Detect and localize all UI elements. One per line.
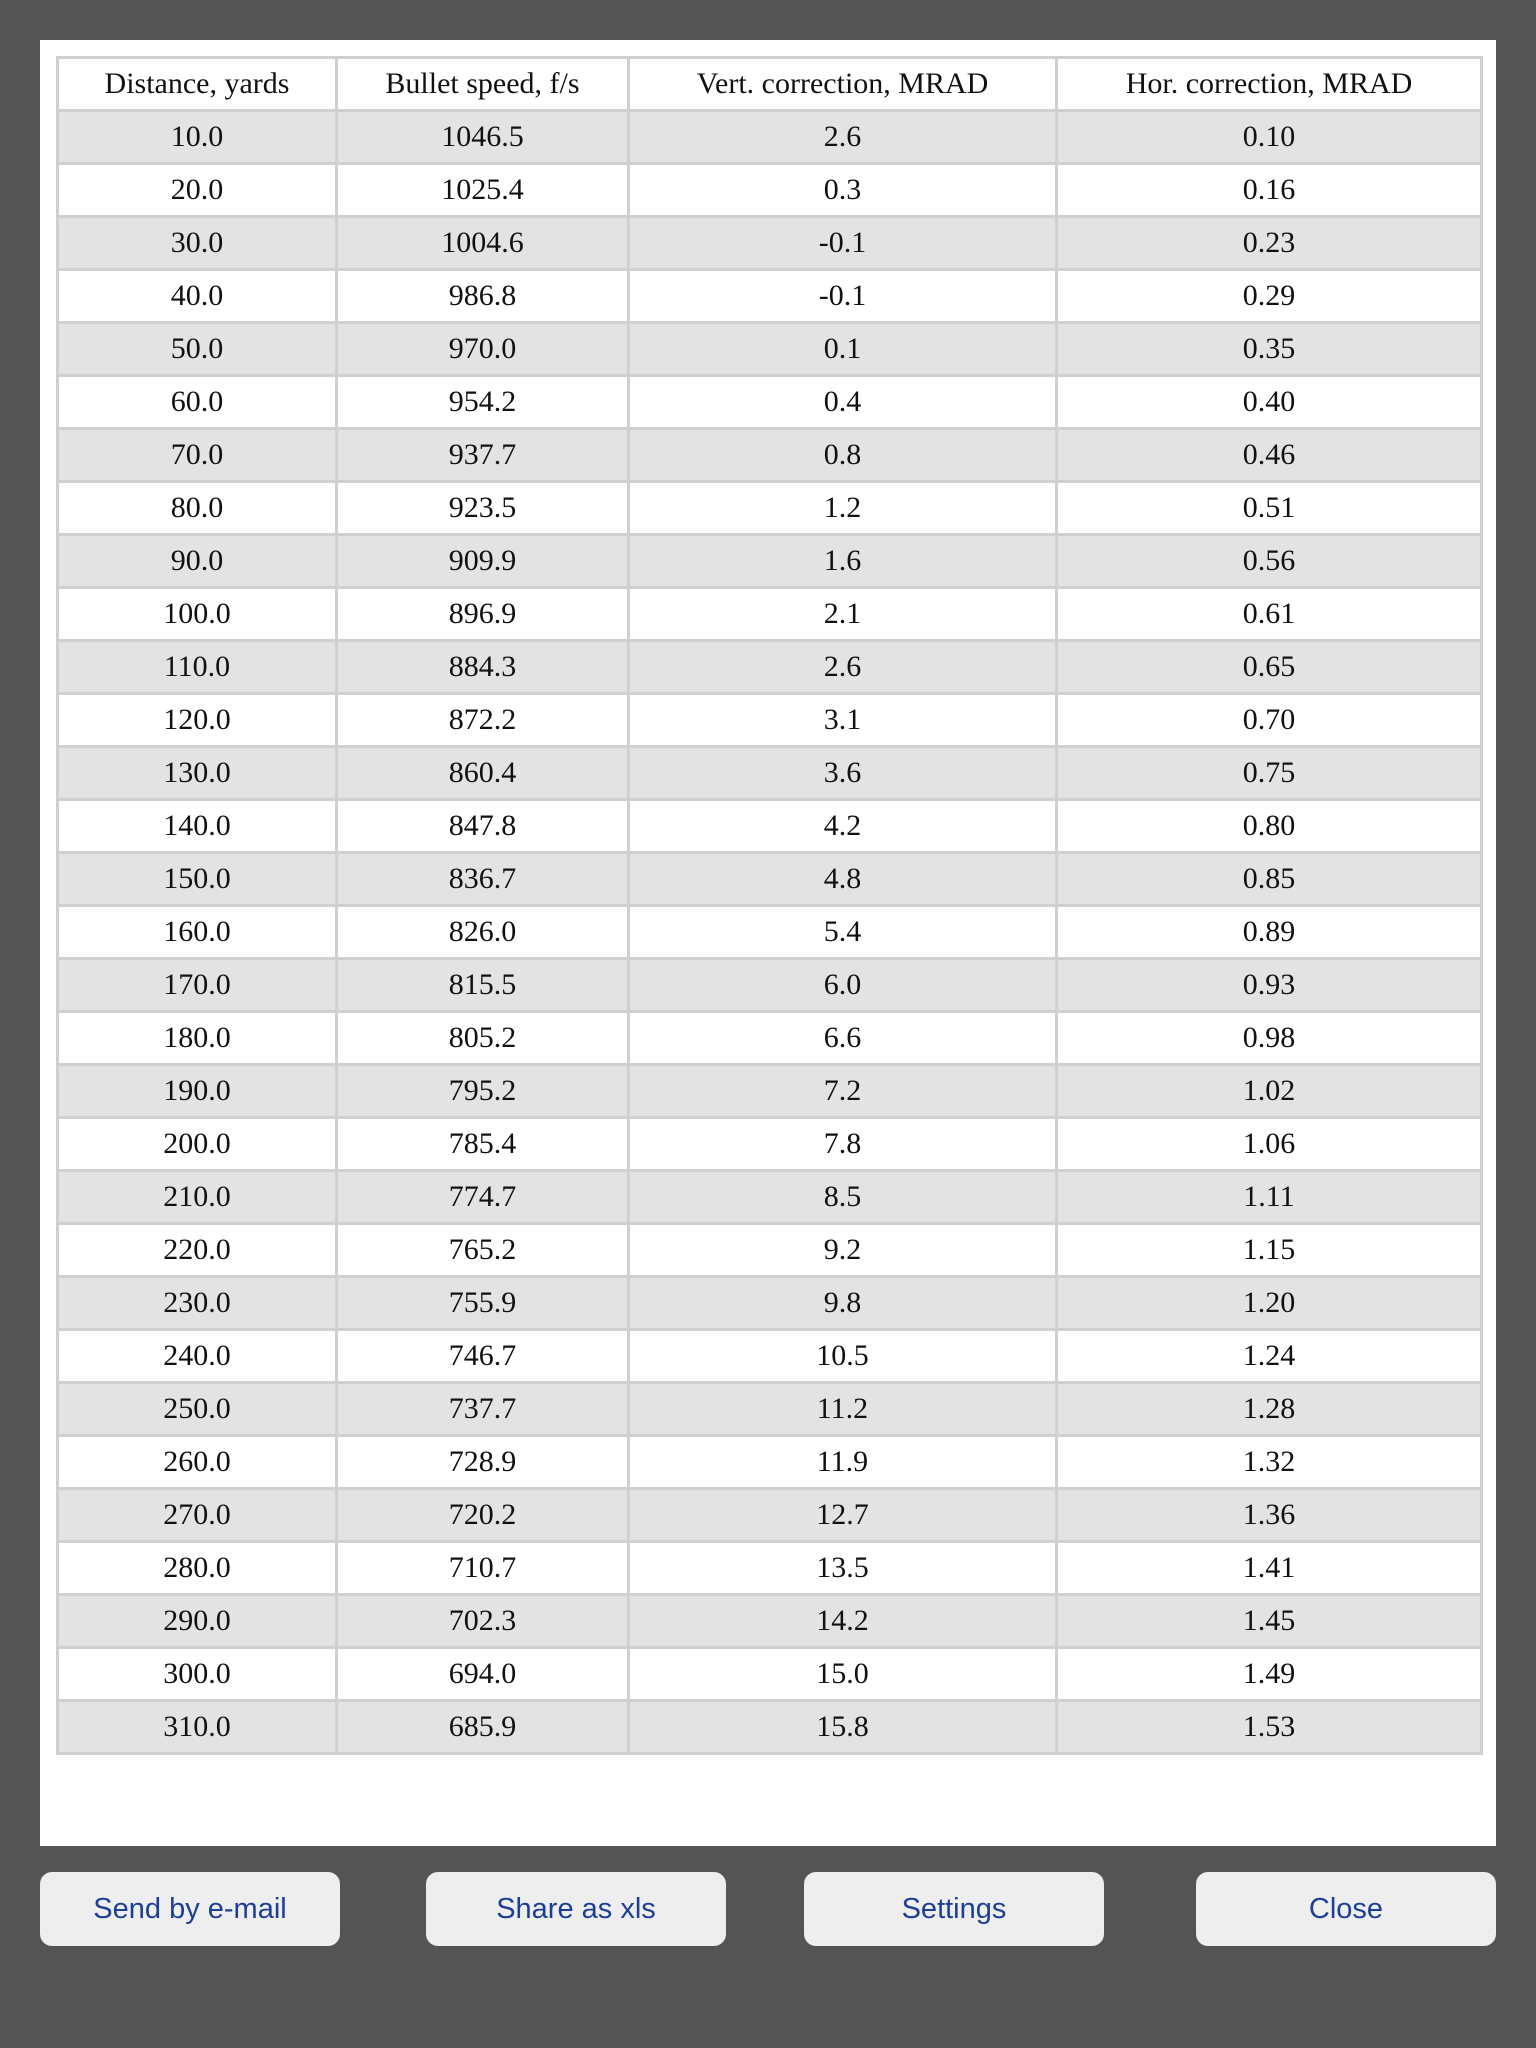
- cell-bullet-speed: 815.5: [337, 959, 629, 1012]
- cell-bullet-speed: 937.7: [337, 429, 629, 482]
- cell-hor-correction: 0.46: [1057, 429, 1482, 482]
- cell-hor-correction: 0.65: [1057, 641, 1482, 694]
- table-row: [58, 1277, 1482, 1330]
- settings-button[interactable]: Settings: [804, 1872, 1104, 1946]
- cell-bullet-speed: 685.9: [337, 1701, 629, 1754]
- table-header-row: [58, 58, 1482, 111]
- cell-bullet-speed: 896.9: [337, 588, 629, 641]
- cell-distance: 100.0: [58, 588, 337, 641]
- cell-hor-correction: 0.16: [1057, 164, 1482, 217]
- table-row: [58, 164, 1482, 217]
- table-row: [58, 323, 1482, 376]
- cell-bullet-speed: 1025.4: [337, 164, 629, 217]
- cell-vert-correction: 7.8: [629, 1118, 1057, 1171]
- table-body: [58, 111, 1482, 1754]
- table-row: [58, 1595, 1482, 1648]
- cell-vert-correction: 14.2: [629, 1595, 1057, 1648]
- cell-bullet-speed: 795.2: [337, 1065, 629, 1118]
- cell-bullet-speed: 954.2: [337, 376, 629, 429]
- cell-vert-correction: 7.2: [629, 1065, 1057, 1118]
- ballistics-table: [56, 56, 1483, 1755]
- cell-distance: 20.0: [58, 164, 337, 217]
- cell-vert-correction: 15.8: [629, 1701, 1057, 1754]
- table-row: [58, 270, 1482, 323]
- cell-bullet-speed: 884.3: [337, 641, 629, 694]
- cell-distance: 50.0: [58, 323, 337, 376]
- cell-distance: 80.0: [58, 482, 337, 535]
- header-distance: Distance, yards: [58, 58, 337, 111]
- cell-hor-correction: 1.41: [1057, 1542, 1482, 1595]
- table-row: [58, 1436, 1482, 1489]
- table-row: [58, 1330, 1482, 1383]
- cell-vert-correction: 1.2: [629, 482, 1057, 535]
- cell-distance: 90.0: [58, 535, 337, 588]
- cell-hor-correction: 0.10: [1057, 111, 1482, 164]
- cell-vert-correction: 0.4: [629, 376, 1057, 429]
- cell-bullet-speed: 737.7: [337, 1383, 629, 1436]
- cell-bullet-speed: 702.3: [337, 1595, 629, 1648]
- table-row: [58, 111, 1482, 164]
- cell-vert-correction: 2.6: [629, 641, 1057, 694]
- table-row: [58, 588, 1482, 641]
- cell-vert-correction: 3.1: [629, 694, 1057, 747]
- cell-distance: 140.0: [58, 800, 337, 853]
- cell-vert-correction: 0.3: [629, 164, 1057, 217]
- cell-vert-correction: 9.8: [629, 1277, 1057, 1330]
- cell-distance: 130.0: [58, 747, 337, 800]
- table-row: [58, 641, 1482, 694]
- cell-vert-correction: 6.0: [629, 959, 1057, 1012]
- cell-hor-correction: 0.80: [1057, 800, 1482, 853]
- cell-vert-correction: -0.1: [629, 270, 1057, 323]
- cell-hor-correction: 0.29: [1057, 270, 1482, 323]
- table-row: [58, 1065, 1482, 1118]
- send-by-email-button[interactable]: Send by e-mail: [40, 1872, 340, 1946]
- cell-distance: 10.0: [58, 111, 337, 164]
- cell-hor-correction: 1.06: [1057, 1118, 1482, 1171]
- cell-hor-correction: 1.11: [1057, 1171, 1482, 1224]
- cell-bullet-speed: 860.4: [337, 747, 629, 800]
- cell-distance: 180.0: [58, 1012, 337, 1065]
- cell-hor-correction: 0.89: [1057, 906, 1482, 959]
- cell-vert-correction: 4.2: [629, 800, 1057, 853]
- cell-distance: 60.0: [58, 376, 337, 429]
- table-row: [58, 800, 1482, 853]
- cell-hor-correction: 0.56: [1057, 535, 1482, 588]
- cell-bullet-speed: 986.8: [337, 270, 629, 323]
- cell-hor-correction: 1.02: [1057, 1065, 1482, 1118]
- cell-vert-correction: 4.8: [629, 853, 1057, 906]
- cell-vert-correction: 0.8: [629, 429, 1057, 482]
- cell-bullet-speed: 970.0: [337, 323, 629, 376]
- cell-hor-correction: 0.23: [1057, 217, 1482, 270]
- cell-distance: 70.0: [58, 429, 337, 482]
- cell-bullet-speed: 836.7: [337, 853, 629, 906]
- table-row: [58, 1701, 1482, 1754]
- cell-bullet-speed: 746.7: [337, 1330, 629, 1383]
- cell-distance: 280.0: [58, 1542, 337, 1595]
- cell-distance: 120.0: [58, 694, 337, 747]
- cell-vert-correction: 2.6: [629, 111, 1057, 164]
- cell-hor-correction: 1.24: [1057, 1330, 1482, 1383]
- cell-distance: 160.0: [58, 906, 337, 959]
- share-as-xls-button[interactable]: Share as xls: [426, 1872, 726, 1946]
- cell-distance: 170.0: [58, 959, 337, 1012]
- cell-bullet-speed: 805.2: [337, 1012, 629, 1065]
- table-row: [58, 959, 1482, 1012]
- cell-bullet-speed: 710.7: [337, 1542, 629, 1595]
- cell-hor-correction: 0.51: [1057, 482, 1482, 535]
- cell-hor-correction: 0.61: [1057, 588, 1482, 641]
- cell-vert-correction: -0.1: [629, 217, 1057, 270]
- cell-distance: 230.0: [58, 1277, 337, 1330]
- cell-vert-correction: 9.2: [629, 1224, 1057, 1277]
- cell-hor-correction: 1.32: [1057, 1436, 1482, 1489]
- cell-vert-correction: 1.6: [629, 535, 1057, 588]
- cell-bullet-speed: 909.9: [337, 535, 629, 588]
- table-row: [58, 853, 1482, 906]
- table-row: [58, 217, 1482, 270]
- cell-bullet-speed: 720.2: [337, 1489, 629, 1542]
- cell-distance: 110.0: [58, 641, 337, 694]
- cell-bullet-speed: 872.2: [337, 694, 629, 747]
- cell-hor-correction: 1.36: [1057, 1489, 1482, 1542]
- cell-distance: 240.0: [58, 1330, 337, 1383]
- cell-hor-correction: 1.45: [1057, 1595, 1482, 1648]
- cell-bullet-speed: 694.0: [337, 1648, 629, 1701]
- cell-hor-correction: 0.40: [1057, 376, 1482, 429]
- cell-bullet-speed: 728.9: [337, 1436, 629, 1489]
- table-row: [58, 906, 1482, 959]
- header-vert-correction: Vert. correction, MRAD: [629, 58, 1057, 111]
- cell-vert-correction: 8.5: [629, 1171, 1057, 1224]
- table-row: [58, 482, 1482, 535]
- cell-hor-correction: 0.98: [1057, 1012, 1482, 1065]
- cell-hor-correction: 0.70: [1057, 694, 1482, 747]
- table-row: [58, 1118, 1482, 1171]
- cell-distance: 200.0: [58, 1118, 337, 1171]
- table-row: [58, 1648, 1482, 1701]
- cell-bullet-speed: 765.2: [337, 1224, 629, 1277]
- cell-distance: 40.0: [58, 270, 337, 323]
- header-hor-correction: Hor. correction, MRAD: [1057, 58, 1482, 111]
- cell-vert-correction: 5.4: [629, 906, 1057, 959]
- cell-hor-correction: 0.85: [1057, 853, 1482, 906]
- table-row: [58, 1171, 1482, 1224]
- ballistics-table-panel[interactable]: [40, 40, 1496, 1846]
- cell-hor-correction: 0.93: [1057, 959, 1482, 1012]
- cell-hor-correction: 1.28: [1057, 1383, 1482, 1436]
- cell-bullet-speed: 826.0: [337, 906, 629, 959]
- table-row: [58, 694, 1482, 747]
- cell-distance: 150.0: [58, 853, 337, 906]
- cell-vert-correction: 2.1: [629, 588, 1057, 641]
- cell-vert-correction: 0.1: [629, 323, 1057, 376]
- cell-distance: 220.0: [58, 1224, 337, 1277]
- cell-vert-correction: 11.2: [629, 1383, 1057, 1436]
- cell-vert-correction: 12.7: [629, 1489, 1057, 1542]
- cell-hor-correction: 1.53: [1057, 1701, 1482, 1754]
- cell-distance: 290.0: [58, 1595, 337, 1648]
- table-row: [58, 535, 1482, 588]
- cell-vert-correction: 3.6: [629, 747, 1057, 800]
- cell-distance: 190.0: [58, 1065, 337, 1118]
- cell-hor-correction: 0.35: [1057, 323, 1482, 376]
- cell-bullet-speed: 774.7: [337, 1171, 629, 1224]
- cell-distance: 30.0: [58, 217, 337, 270]
- table-row: [58, 1224, 1482, 1277]
- cell-vert-correction: 10.5: [629, 1330, 1057, 1383]
- table-row: [58, 376, 1482, 429]
- table-row: [58, 1542, 1482, 1595]
- cell-bullet-speed: 923.5: [337, 482, 629, 535]
- cell-distance: 210.0: [58, 1171, 337, 1224]
- cell-hor-correction: 0.75: [1057, 747, 1482, 800]
- table-row: [58, 1012, 1482, 1065]
- table-row: [58, 1489, 1482, 1542]
- action-bar: [0, 1872, 1536, 1946]
- header-bullet-speed: Bullet speed, f/s: [337, 58, 629, 111]
- cell-vert-correction: 13.5: [629, 1542, 1057, 1595]
- close-button[interactable]: Close: [1196, 1872, 1496, 1946]
- cell-distance: 300.0: [58, 1648, 337, 1701]
- cell-vert-correction: 6.6: [629, 1012, 1057, 1065]
- table-row: [58, 747, 1482, 800]
- cell-hor-correction: 1.15: [1057, 1224, 1482, 1277]
- cell-hor-correction: 1.49: [1057, 1648, 1482, 1701]
- cell-bullet-speed: 847.8: [337, 800, 629, 853]
- cell-distance: 270.0: [58, 1489, 337, 1542]
- cell-distance: 260.0: [58, 1436, 337, 1489]
- table-row: [58, 429, 1482, 482]
- table-row: [58, 1383, 1482, 1436]
- cell-distance: 310.0: [58, 1701, 337, 1754]
- cell-bullet-speed: 1046.5: [337, 111, 629, 164]
- cell-bullet-speed: 755.9: [337, 1277, 629, 1330]
- cell-bullet-speed: 1004.6: [337, 217, 629, 270]
- cell-vert-correction: 15.0: [629, 1648, 1057, 1701]
- cell-distance: 250.0: [58, 1383, 337, 1436]
- cell-bullet-speed: 785.4: [337, 1118, 629, 1171]
- cell-hor-correction: 1.20: [1057, 1277, 1482, 1330]
- cell-vert-correction: 11.9: [629, 1436, 1057, 1489]
